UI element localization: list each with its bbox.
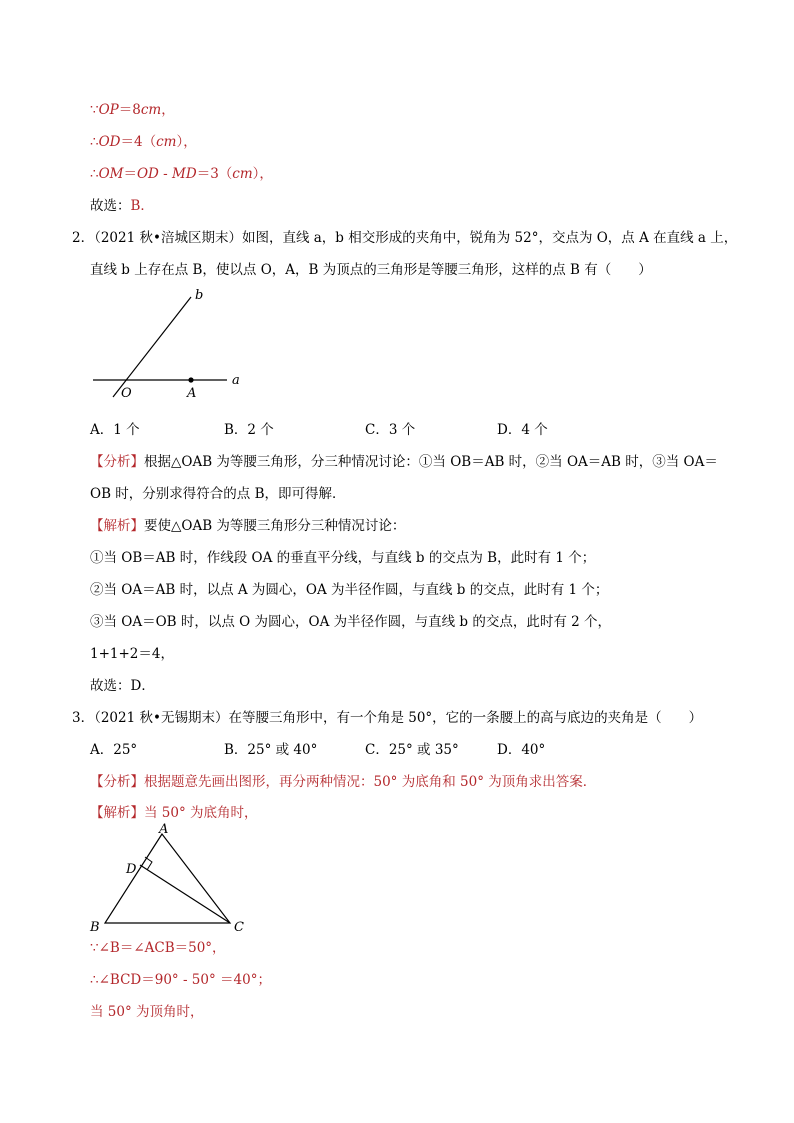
label-o: O <box>121 386 132 400</box>
q3-step2: ∴∠BCD＝90° - 50° ＝40°； <box>90 972 271 988</box>
triangle-abc <box>105 834 230 923</box>
q3-step1: ∵∠B＝∠ACB＝50°， <box>90 940 226 956</box>
q2-stem-line2: 直线 b 上存在点 B，使以点 O，A，B 为顶点的三角形是等腰三角形，这样的点 B 有（ ） <box>90 262 652 278</box>
q3-triangle-figure <box>85 822 255 934</box>
label-b: b <box>195 288 204 303</box>
label-a-point: A <box>187 386 197 400</box>
q2-option-c[interactable]: C．3 个 <box>365 422 416 438</box>
q2-analysis-line2: OB 时，分别求得符合的点 B，即可得解． <box>90 486 346 502</box>
q2-case2: ②当 OA＝AB 时，以点 A 为圆心，OA 为半径作圆，与直线 b 的交点，此时有 1 个； <box>90 582 609 598</box>
q2-case1: ①当 OB＝AB 时，作线段 OA 的垂直平分线，与直线 b 的交点为 B，此时有 1 个； <box>90 550 596 566</box>
q3-option-d[interactable]: D．40° <box>497 742 546 758</box>
label-a: A <box>159 822 169 837</box>
q3-solution-line1: 【解析】当 50° 为底角时， <box>90 805 258 821</box>
altitude-cd <box>140 865 230 923</box>
q3-step3: 当 50° 为顶角时， <box>90 1004 204 1020</box>
label-b: B <box>90 920 100 934</box>
solution-line-od: ∴OD＝4（cm）， <box>90 134 197 150</box>
solution-line-op: ∵OP＝8cm， <box>90 102 175 118</box>
q3-analysis: 【分析】根据题意先画出图形，再分两种情况：50° 为底角和 50° 为顶角求出答案． <box>90 774 597 790</box>
q2-answer: 故选：D． <box>90 678 155 694</box>
q3-option-b[interactable]: B．25° 或 40° <box>224 742 318 758</box>
q2-option-b[interactable]: B．2 个 <box>224 422 274 438</box>
q2-sum: 1+1+2＝4， <box>90 646 174 662</box>
line-b <box>113 297 191 397</box>
q2-case3: ③当 OA＝OB 时，以点 O 为圆心，OA 为半径作圆，与直线 b 的交点，此时有 2 个， <box>90 614 612 630</box>
label-d: D <box>126 862 137 877</box>
q2-stem-line1: 2．（2021 秋•涪城区期末）如图，直线 a，b 相交形成的夹角中，锐角为 52°，交点为 O，点 A 在直线 a 上， <box>72 230 738 246</box>
q2-figure <box>85 285 255 400</box>
q3-stem: 3．（2021 秋•无锡期末）在等腰三角形中，有一个角是 50°，它的一条腰上的高与底边的夹角是（ ） <box>72 710 703 726</box>
q3-option-a[interactable]: A．25° <box>90 742 138 758</box>
answer-line-prev: 故选：B． <box>90 198 154 214</box>
q2-analysis-line1: 【分析】根据△OAB 为等腰三角形，分三种情况讨论：①当 OB＝AB 时，②当 OA＝AB 时，③当 OA＝ <box>90 454 718 470</box>
label-c: C <box>234 920 244 934</box>
q2-option-a[interactable]: A．1 个 <box>90 422 140 438</box>
label-a: a <box>232 373 240 388</box>
q3-option-c[interactable]: C．25° 或 35° <box>365 742 459 758</box>
solution-line-om: ∴OM＝OD - MD＝3（cm）， <box>90 166 273 182</box>
q2-option-d[interactable]: D．4 个 <box>497 422 548 438</box>
point-a-dot <box>188 377 193 382</box>
q2-solution-line1: 【解析】要使△OAB 为等腰三角形分三种情况讨论： <box>90 518 406 534</box>
